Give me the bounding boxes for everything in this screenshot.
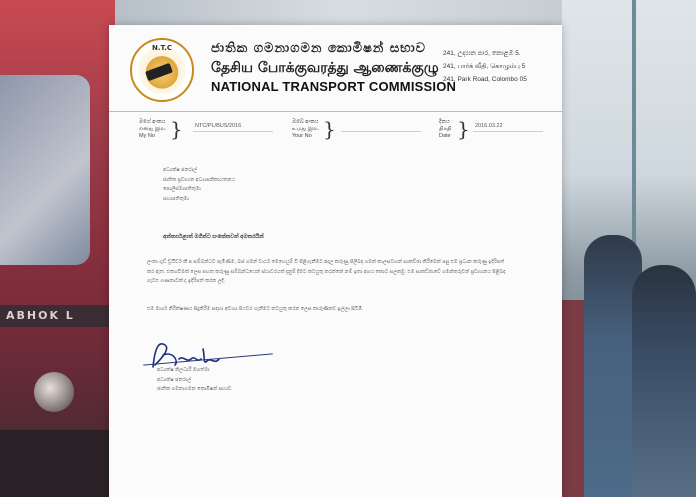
your-no-line — [341, 131, 421, 132]
bus-bumper — [0, 430, 115, 497]
addressee-line: පොලිස්මාපතිතුමා — [163, 186, 201, 192]
letter-document — [109, 25, 562, 497]
address-english: 241, Park Road, Colombo 05 — [443, 76, 527, 83]
addressee-block — [163, 166, 235, 204]
signatory-name: අධ්‍යක්ෂ නිලධාරී මහත්මා — [157, 367, 210, 373]
date-line — [473, 131, 543, 132]
title-tamil: தேசிய போக்குவரத்து ஆணைக்குழு — [211, 60, 439, 76]
address-tamil: 241, பார்க் வீதி, கொழும்பு 5 — [443, 63, 526, 70]
date-label: දිනය திகதி Date — [439, 119, 452, 139]
background-bus — [0, 0, 115, 497]
addressee-line: සභාපතිතුමා — [163, 195, 189, 202]
letter-paragraph-1: ලංකා ගුඩ් ඩ්‍රයිවර් කී ප සම්බන්ධව පැමිණීම, බස් ගමන් වාර්ථ මෙහෙයුම් වී පිළිගැනීමට අදාල කරුණු පිලිබඳ ගමන් කාලසටහන් සාකච්ඡා කිරීමෙන් පසු එම ප්‍රධාන කරුණු ඉදිරිපත් කර ඇත. එකගවීමක් ලෙස පහත කරුණු සම්බන්ධයෙන් ස්ථාවරයක් දැනුම් දීමට කටයුතු කරන්නේ නම් ඉතා අගය කොට සලකමු. එම සාකච්ඡාවේ ගමන්කරුවන් ප්‍රවාහනය පිළිබඳ ගැටළු ගණනාවක් ද ඉදිරිපත් කරන ලදී. — [147, 259, 506, 284]
my-no-label: මගේ අංකය எனது இல. My No — [139, 119, 167, 139]
signatory-organization: ජාතික ගමනාගමන කොමිෂන් සභාව — [157, 386, 232, 392]
addressee-line: අධ්‍යක්ෂ ජනරාල් — [163, 167, 198, 173]
letter-subject: අන්තර්පළාත් මගීන්ට සංකේතවත් අමතරයින් — [163, 234, 264, 240]
bus-windshield — [0, 75, 90, 265]
bus-plate: ABHOK L — [0, 305, 112, 327]
signatory-title: අධ්‍යක්ෂ ජනරාල් — [157, 376, 192, 383]
logo-text: N.T.C — [151, 44, 173, 52]
background-crowd — [562, 0, 696, 497]
my-no-line — [193, 131, 273, 132]
background-pole — [632, 0, 636, 260]
letter-paragraph-2: එම මාර්ග නිරීක්ෂණය සිදුකිරීම සඳහා අවශ්‍ය පියවර ගැනීමට කටයුතු කරන ලෙස කාරුණිකව ඉල්ලා සිටිමි. — [147, 306, 364, 312]
ntc-logo — [130, 38, 194, 102]
my-no-value: NTC/PL/BUS/2016 — [195, 123, 242, 129]
bus-headlamp — [34, 372, 74, 412]
your-no-label: ඔබේ අංකය உமது இல. Your No — [292, 119, 320, 139]
title-english: NATIONAL TRANSPORT COMMISSION — [211, 79, 457, 94]
brace-icon: } — [457, 117, 470, 141]
addressee-line: ජාතික ප්‍රවාහන අධ්‍යාපනිකායතනය — [163, 176, 235, 183]
address-sinhala: 241, උද්‍යාන පාර, කොළඹ 5. — [443, 50, 521, 57]
person-silhouette — [632, 265, 696, 497]
date-value: 2016.03.22 — [475, 123, 503, 129]
signature-block — [157, 366, 231, 395]
address-block — [443, 47, 527, 86]
header-divider — [109, 111, 562, 112]
brace-icon: } — [323, 117, 336, 141]
title-sinhala: ජාතික ගමනාගමන කොමිෂන් සභාව — [211, 41, 427, 56]
brace-icon: } — [170, 117, 183, 141]
